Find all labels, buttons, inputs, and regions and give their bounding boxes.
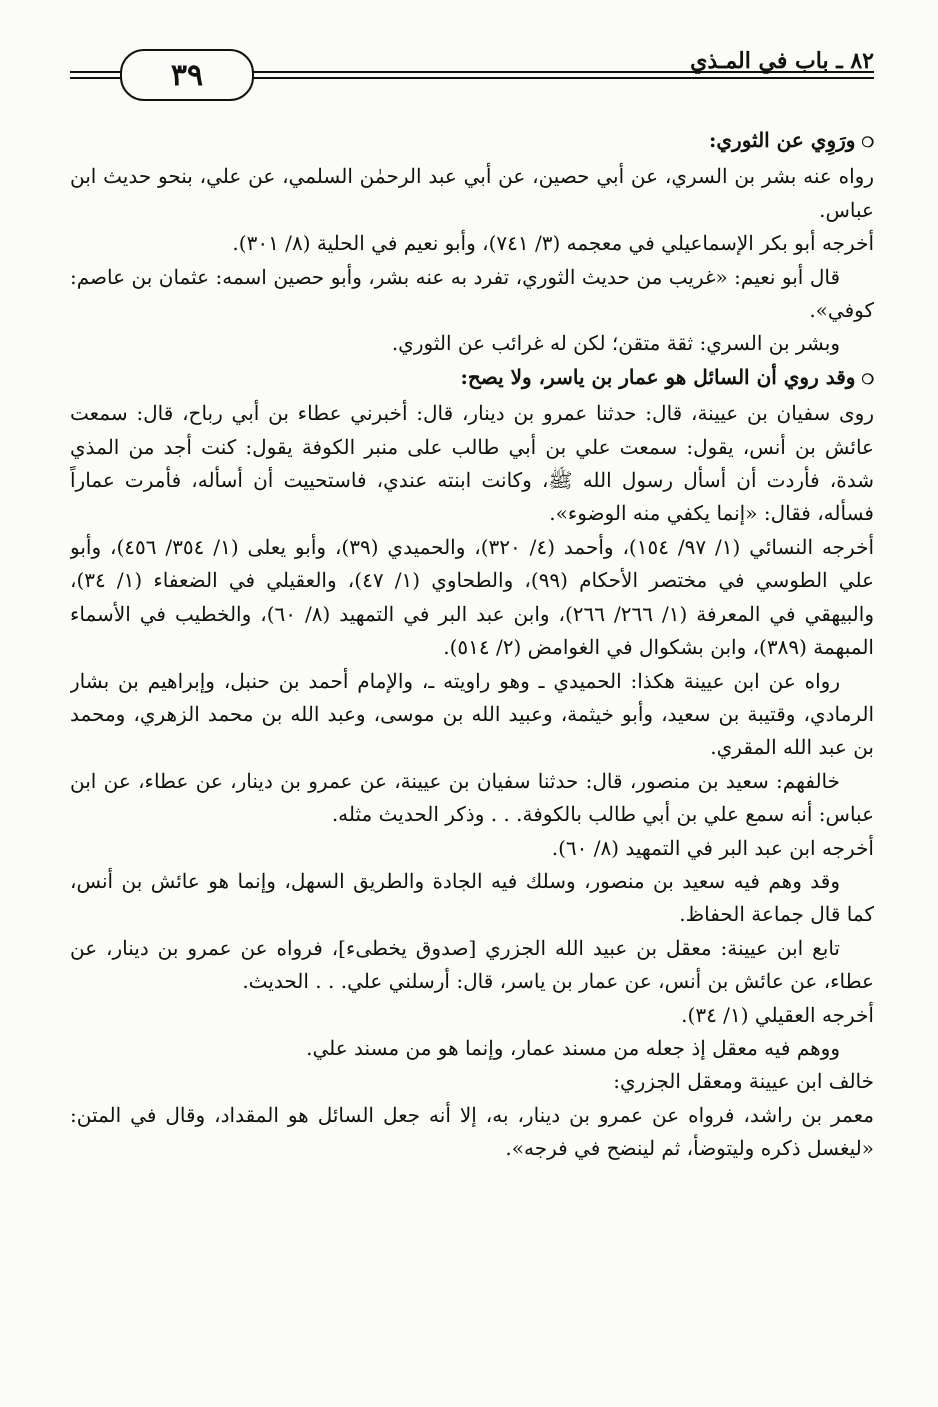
paragraph: رواه عنه بشر بن السري، عن أبي حصين، عن أبي عبد الرحمٰن السلمي، عن علي، بنحو حديث ابن عباس. xyxy=(70,164,874,222)
page-content xyxy=(70,124,874,1374)
paragraph: قال أبو نعيم: «غريب من حديث الثوري، تفرد به عنه بشر، وأبو حصين اسمه: عثمان بن عاصم: كوفي». xyxy=(70,264,874,323)
paragraph: رواه عن ابن عيينة هكذا: الحميدي ـ وهو راويته ـ، والإمام أحمد بن حنبل، وإبراهيم بن بشار الرمادي، وقتيبة بن سعيد، وأبو خيثمة، وعبيد الله بن موسى، وعبد الله بن محمد الزهري، ومحمد بن عبد الله المقري. xyxy=(70,668,874,760)
page-number: ٣٩ xyxy=(120,49,254,101)
paragraph: أخرجه العقيلي (١/ ٣٤). xyxy=(681,1002,874,1027)
bullet-icon: ❍ xyxy=(861,371,874,388)
paragraph: أخرجه ابن عبد البر في التمهيد (٨/ ٦٠). xyxy=(551,835,874,860)
bullet-icon: ❍ xyxy=(861,135,874,151)
paragraph: تابع ابن عيينة: معقل بن عبيد الله الجزري [صدوق يخطىء]، فرواه عن عمرو بن دينار، عن عطاء، عن عائش بن أنس، عن عمار بن ياسر، قال: أرسلني علي. . . الحديث. xyxy=(70,935,874,994)
paragraph: أخرجه أبو بكر الإسماعيلي في معجمه (٣/ ٧٤١)، وأبو نعيم في الحلية (٨/ ٣٠١). xyxy=(232,231,874,256)
section-heading: ❍ورَوِي عن الثوري: xyxy=(709,128,874,152)
page-header xyxy=(70,40,874,110)
paragraph: معمر بن راشد، فرواه عن عمرو بن دينار، به، إلا أنه جعل السائل هو المقداد، وقال في المتن: «ليغسل ذكره وليتوضأ، ثم لينضح في فرجه». xyxy=(70,1102,874,1161)
paragraph: خالف ابن عيينة ومعقل الجزري: xyxy=(613,1069,874,1094)
paragraph: ووهم فيه معقل إذ جعله من مسند عمار، وإنما هو من مسند علي. xyxy=(306,1035,840,1060)
paragraph: وبشر بن السري: ثقة متقن؛ لكن له غرائب عن الثوري. xyxy=(391,331,840,356)
paragraph: روى سفيان بن عيينة، قال: حدثنا عمرو بن دينار، قال: أخبرني عطاء بن أبي رباح، قال: سمعت عائش بن أنس، يقول: سمعت علي بن أبي طالب على منبر الكوفة يقول: كنت أجد من المذي شدة، فأردت أن أسأل رسول الله ﷺ، وكانت ابنته عندي، فاستحييت أن أسأله، فأمرت عماراً فسأله، فقال: «إنما يكفي منه الوضوء». xyxy=(70,401,874,526)
paragraph: خالفهم: سعيد بن منصور، قال: حدثنا سفيان بن عيينة، عن عمرو بن دينار، عن عطاء، عن ابن عباس: أنه سمع علي بن أبي طالب بالكوفة. . . وذكر الحديث مثله. xyxy=(70,768,874,827)
running-head: ٨٢ ـ باب في المـذي xyxy=(690,48,874,74)
section-heading: ❍وقد روي أن السائل هو عمار بن ياسر، ولا يصح: xyxy=(460,364,874,389)
paragraph: وقد وهم فيه سعيد بن منصور، وسلك فيه الجادة والطريق السهل، وإنما هو عائش بن أنس، كما قال جماعة الحفاظ. xyxy=(70,868,874,927)
paragraph: أخرجه النسائي (١/ ٩٧/ ١٥٤)، وأحمد (٤/ ٣٢٠)، والحميدي (٣٩)، وأبو يعلى (١/ ٣٥٤/ ٤٥٦)، وأبو علي الطوسي في مختصر الأحكام (٩٩)، والطحاوي (١/ ٤٧)، والعقيلي في الضعفاء (١/ ٣٤)، والبيهقي في المعرفة (١/ ٢٦٦/ ٢٦٦)، وابن عبد البر في التمهيد (٨/ ٦٠)، والخطيب في الأسماء المبهمة (٣٨٩)، وابن بشكوال في الغوامض (٢/ ٥١٤). xyxy=(70,534,874,660)
